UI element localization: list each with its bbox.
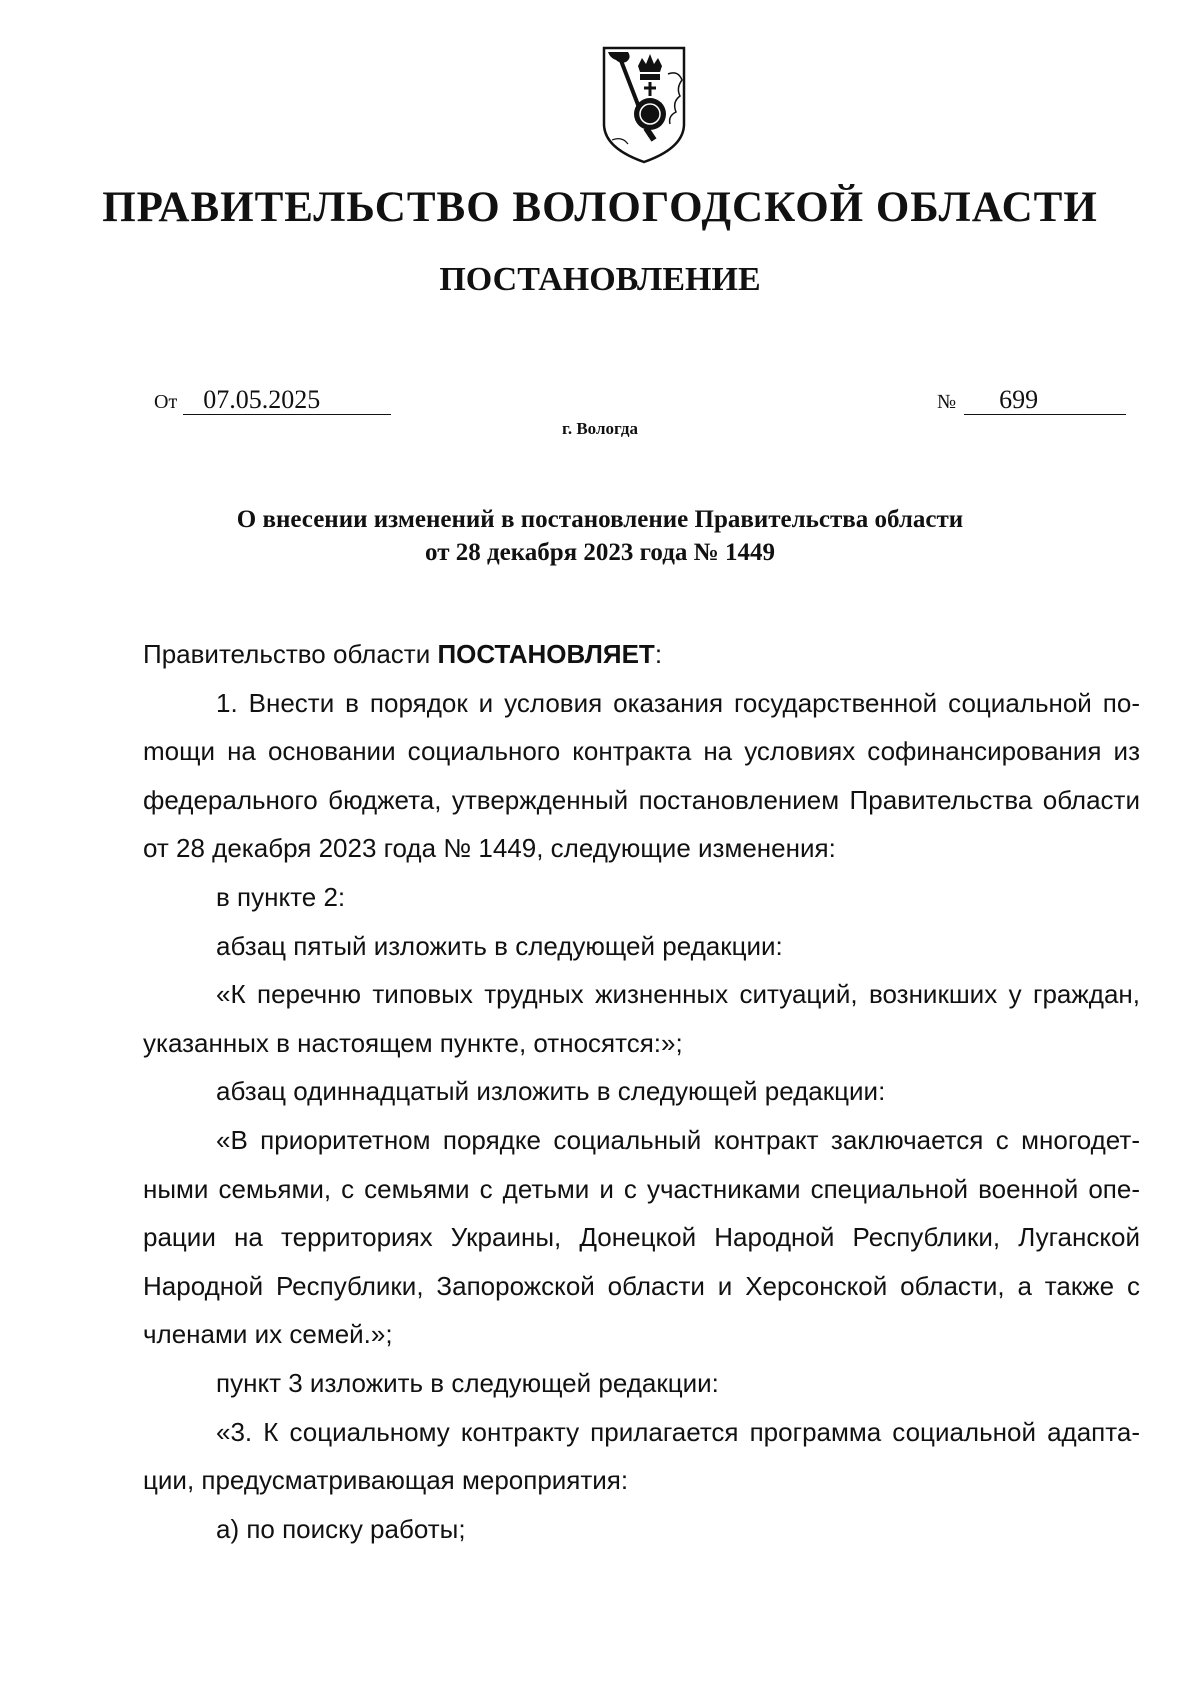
paragraph: «В приоритетном порядке социальный контракт заключается с многодетными семьями, с семьями с детьми и с участниками специальной военной операции на территориях Украины, Донецкой Народной Республики, Луганской Народной Республики, Запорожской области и Херсонской области, а также с членами их семей.»;: [143, 1124, 1140, 1350]
preamble-end: :: [654, 639, 663, 669]
paragraph: а) по поиску работы;: [216, 1513, 466, 1544]
subject-line: О внесении изменений в постановление Правительства области: [236, 506, 964, 533]
date-value: 07.05.2025: [183, 386, 391, 415]
city: г. Вологда: [562, 419, 638, 438]
date-field: [154, 385, 391, 418]
paragraph: «К перечню типовых трудных жизненных ситуаций, возникших у граждан, указанных в настоящем пункте, относятся:»;: [143, 979, 1140, 1058]
organization-title: ПРАВИТЕЛЬСТВО ВОЛОГОДСКОЙ ОБЛАСТИ: [102, 184, 1098, 231]
preamble-text: Правительство области: [143, 639, 438, 669]
paragraph: пункт 3 изложить в следующей редакции:: [216, 1367, 719, 1398]
coat-of-arms-icon: [598, 44, 690, 166]
paragraph: 1. Внести в порядок и условия оказания государственной социальной поmощи на основании социального контракта на условиях софинансирования из федерального бюджета, утвержденный постановлением Правительства области от 28 декабря 2023 года № 1449, следующие изменения:: [143, 687, 1140, 864]
subject-line: от 28 декабря 2023 года № 1449: [425, 539, 775, 566]
number-field: [937, 385, 1126, 418]
preamble: [143, 630, 1140, 679]
paragraph: в пункте 2:: [216, 881, 346, 912]
number-value: 699: [964, 386, 1126, 415]
number-prefix: №: [937, 391, 957, 413]
paragraph: «3. К социальному контракту прилагается программа социальной адаптации, предусматривающая мероприятия:: [143, 1416, 1140, 1496]
paragraph: абзац пятый изложить в следующей редакции:: [216, 930, 783, 961]
document-subject: [0, 503, 1200, 569]
document-body: [143, 630, 1140, 1553]
date-prefix: От: [154, 391, 178, 413]
document-type: ПОСТАНОВЛЕНИЕ: [439, 261, 761, 298]
paragraph: абзац одиннадцатый изложить в следующей редакции:: [216, 1076, 886, 1107]
preamble-bold: ПОСТАНОВЛЯЕТ: [437, 639, 655, 669]
